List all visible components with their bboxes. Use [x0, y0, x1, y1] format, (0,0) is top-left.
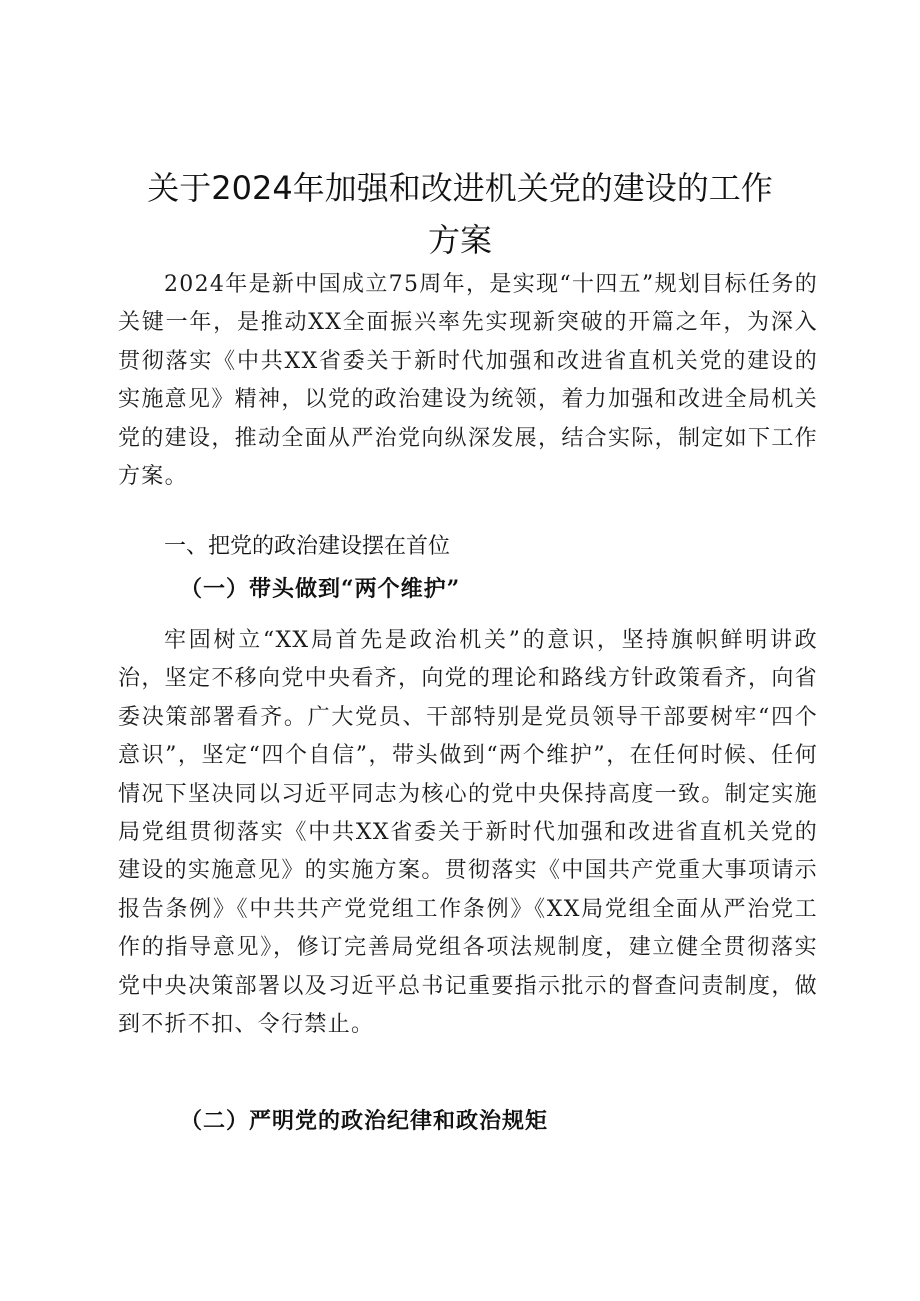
subsection-1-paragraph: 牢固树立“XX局首先是政治机关”的意识，坚持旗帜鲜明讲政治，坚定不移向党中央看齐，向党的理论和路线方针政策看齐，向省委决策部署看齐。广大党员、干部特别是党员领导干部要树牢“四个意识”，坚定“四个自信”，带头做到“两个维护”，在任何时候、任何情况下坚决同以习近平同志为核心的党中央保持高度一致。制定实施局党组贯彻落实《中共XX省委关于新时代加强和改进省直机关党的建设的实施意见》的实施方案。贯彻落实《中国共产党重大事项请示报告条例》《中共共产党党组工作条例》《XX局党组全面从严治党工作的指导意见》，修订完善局党组各项法规制度，建立健全贯彻落实党中央决策部署以及习近平总书记重要指示批示的督查问责制度，做到不折不扣、令行禁止。: [118, 628, 818, 1038]
intro-paragraph: 2024年是新中国成立75周年，是实现“十四五”规划目标任务的关键一年，是推动XX全面振兴率先实现新突破的开篇之年，为深入贯彻落实《中共XX省委关于新时代加强和改进省直机关党的建设的实施意见》精神，以党的政治建设为统领，着力加强和改进全局机关党的建设，推动全面从严治党向纵深发展，结合实际，制定如下工作方案。: [118, 272, 818, 490]
subsection-2-heading: （二）严明党的政治纪律和政治规矩: [180, 1108, 549, 1134]
document-title-line-1: 关于2024年加强和改进机关党的建设的工作: [147, 169, 773, 207]
subsection-1-heading: （一）带头做到“两个维护”: [180, 576, 461, 602]
document-title-line-2: 方案: [427, 221, 492, 259]
section-1-heading: 一、把党的政治建设摆在首位: [164, 534, 451, 559]
